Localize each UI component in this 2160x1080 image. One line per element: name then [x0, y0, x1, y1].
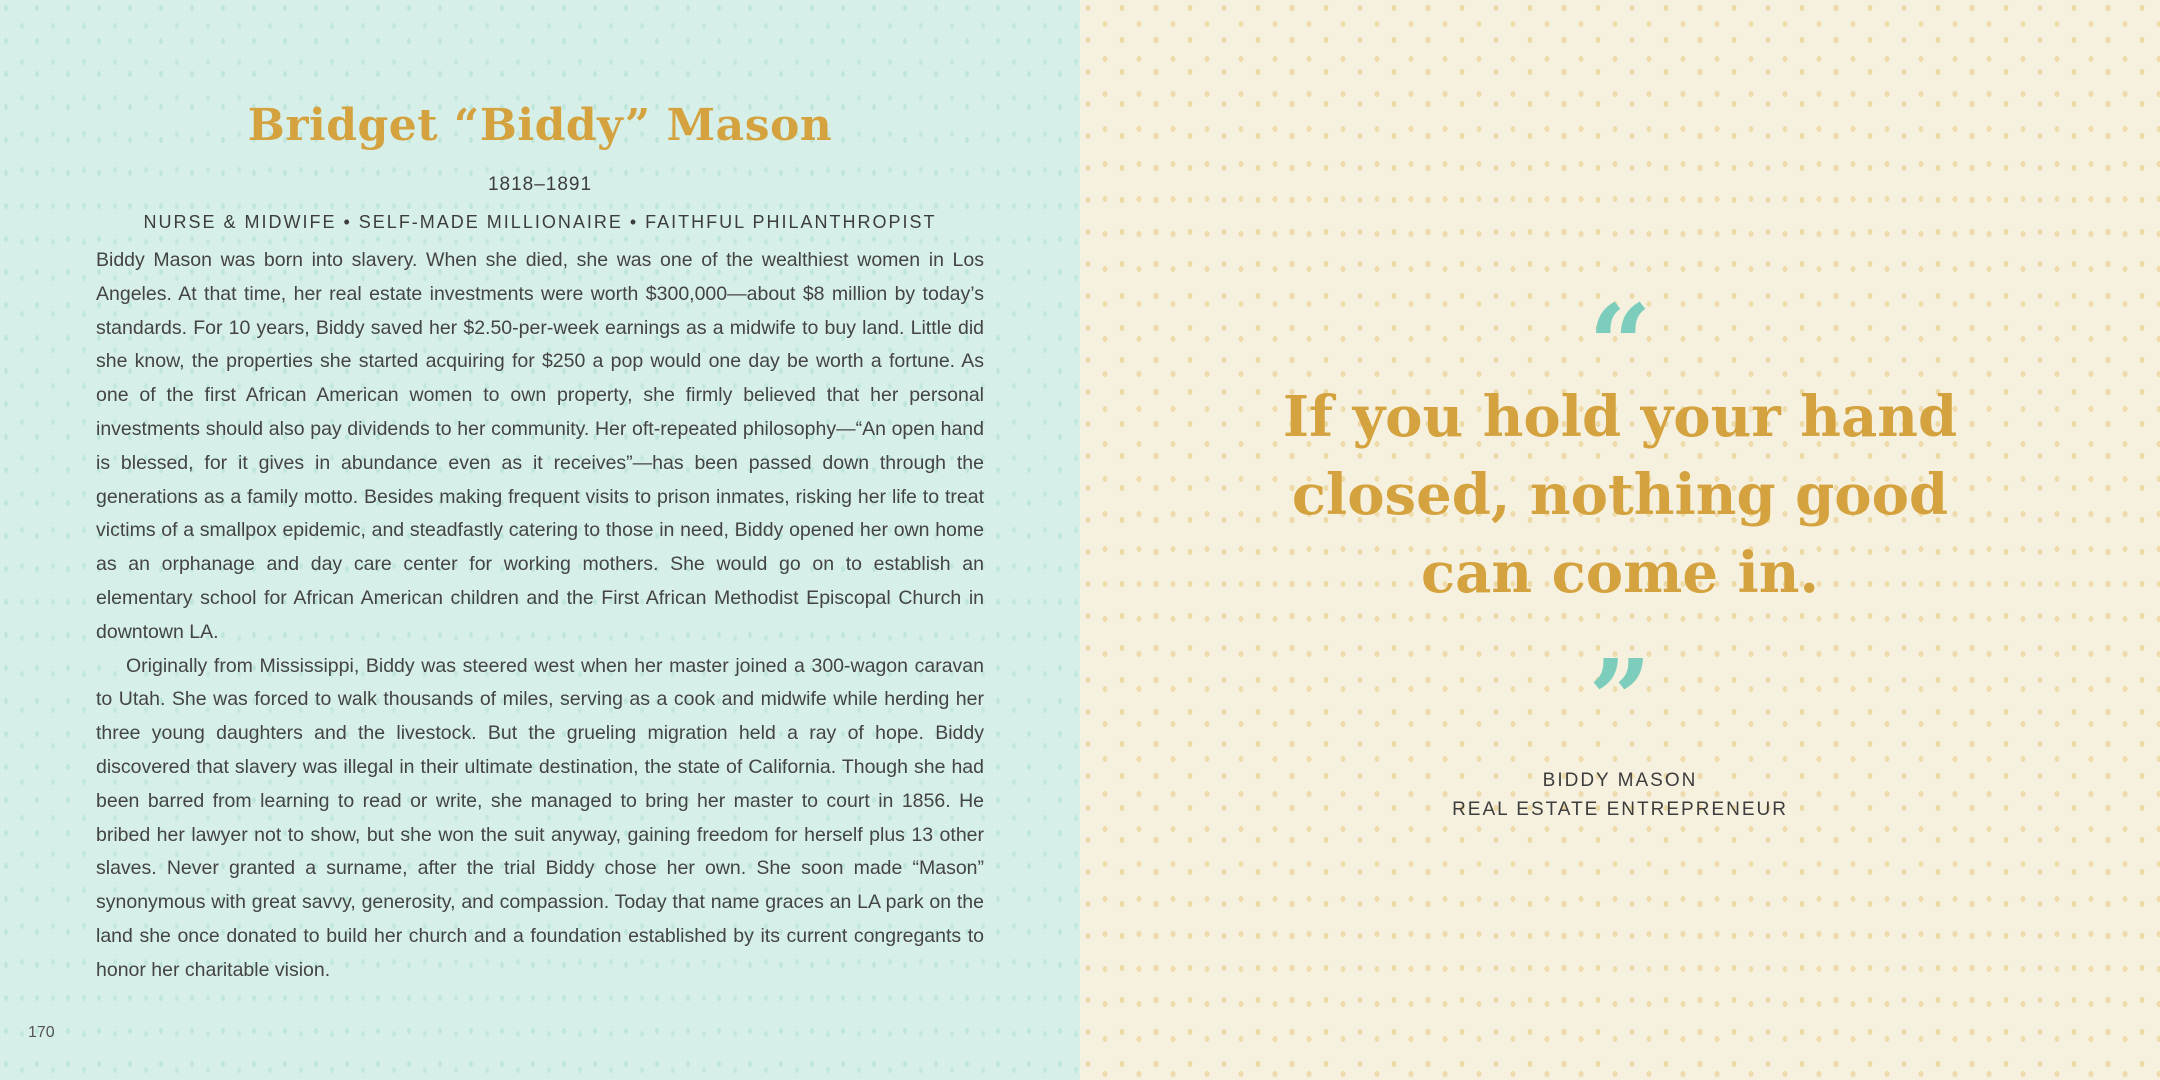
attribution-name: BIDDY MASON	[1542, 770, 1698, 791]
biography-text	[96, 244, 984, 988]
right-page	[1080, 0, 2160, 1080]
quote-attribution	[1080, 766, 2160, 824]
open-quote-icon: “	[1588, 280, 1652, 409]
life-years: 1818–1891	[487, 174, 593, 195]
roles-subtitle: NURSE & MIDWIFE • SELF-MADE MILLIONAIRE • FAITHFUL PHILANTHROPIST	[143, 212, 937, 232]
biography-paragraph-2: Originally from Mississippi, Biddy was steered west when her master joined a 300-wagon caravan to Utah. She was forced to walk thousands of miles, serving as a cook and midwife while herding her three young daughters and the livestock. But the grueling migration held a ray of hope. Biddy discovered that slavery was illegal in their ultimate destination, the state of California. Though she had been barred from learning to read or write, she managed to bring her master to court in 1856. He bribed her lawyer not to show, but she won the suit anyway, gaining freedom for herself plus 13 other slaves. Never granted a surname, after the trial Biddy chose her own. She soon made “Mason” synonymous with great savvy, generosity, and compassion. Today that name graces an LA park on the land she once donated to build her church and a foundation established by its current congregants to honor her charitable vision.	[96, 654, 984, 981]
page-title: Bridget “Biddy” Mason	[247, 100, 833, 151]
attribution-title: REAL ESTATE ENTREPRENEUR	[1452, 799, 1788, 820]
close-quote-icon: ”	[1588, 635, 1652, 764]
biography-paragraph-1: Biddy Mason was born into slavery. When she died, she was one of the wealthiest women in Los Angeles. At that time, her real estate investments were worth $300,000—about $8 million by today’s standards. For 10 years, Biddy saved her $2.50-per-week earnings as a midwife to buy land. Little did she know, the properties she started acquiring for $250 a pop would one day be worth a fortune. As one of the first African American women to own property, she firmly believed that her personal investments should also pay dividends to her community. Her oft-repeated philosophy—“An open hand is blessed, for it gives in abundance even as it receives”—has been passed down through the generations as a family motto. Besides making frequent visits to prison inmates, risking her life to treat victims of a smallpox epidemic, and steadfastly catering to those in need, Biddy opened her own home as an orphanage and day care center for working mothers. She would go on to establish an elementary school for African American children and the First African Methodist Episcopal Church in downtown LA.	[96, 249, 984, 643]
pull-quote: If you hold your hand closed, nothing good can come in.	[1282, 384, 1958, 606]
page-number: 170	[28, 1024, 55, 1041]
